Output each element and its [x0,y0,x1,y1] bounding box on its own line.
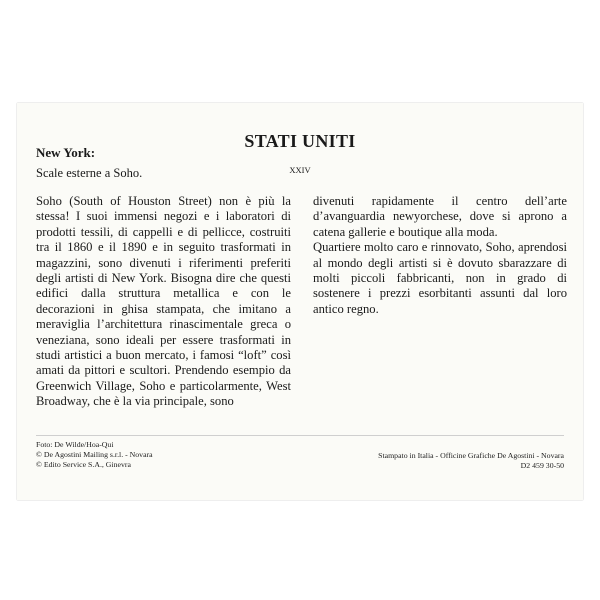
text-column-right [313,194,567,317]
credit-line: © De Agostini Mailing s.r.l. - Novara [36,450,153,459]
card-title: STATI UNITI [244,131,356,151]
print-info [378,451,564,471]
footer-divider [36,435,564,436]
product-code: D2 459 30-50 [520,461,564,470]
text-column-left [36,194,291,410]
photo-credits [36,440,153,470]
body-paragraph: Quartiere molto caro e rinnovato, Soho, aprendosi al mondo degli artisti si è dovuto sbarazzare di molti piccoli fabbricanti, non in grado di sostenere i prezzi esorbitanti assunti dal loro antico regno. [313,240,567,316]
credit-line: © Edito Service S.A., Ginevra [36,460,131,469]
photo-subject: Scale esterne a Soho. [36,166,143,180]
credit-line: Foto: De Wilde/Hoa-Qui [36,440,114,449]
location-heading: New York: [36,145,96,160]
printer-line: Stampato in Italia - Officine Grafiche De Agostini - Novara [378,451,564,460]
plate-number: XXIV [289,165,311,175]
info-card [17,103,583,500]
body-paragraph: Soho (South of Houston Street) non è più la stessa! I suoi immensi negozi e i laboratori di prodotti tessili, di cappelli e di pellicce, costruiti tra il 1860 e il 1890 e in seguito trasformati in magazzini, sono divenuti i riferimenti preferiti degli artisti di New York. Bisogna dire che questi edifici dalla struttura metallica e con le decorazioni in ghisa stampata, che imitano a meraviglia l’architettura rinascimentale greca o veneziana, sono ideali per essere trasformati in studi artistici a buon mercato, i famosi “loft” così amati da pittori e scultori. Prendendo esempio da Greenwich Village, Soho e particolarmente, West Broadway, che è la via principale, sono [36,194,291,409]
body-paragraph: divenuti rapidamente il centro dell’arte d’avanguardia newyorchese, dove si aprono a catena gallerie e boutique alla moda. [313,194,567,239]
